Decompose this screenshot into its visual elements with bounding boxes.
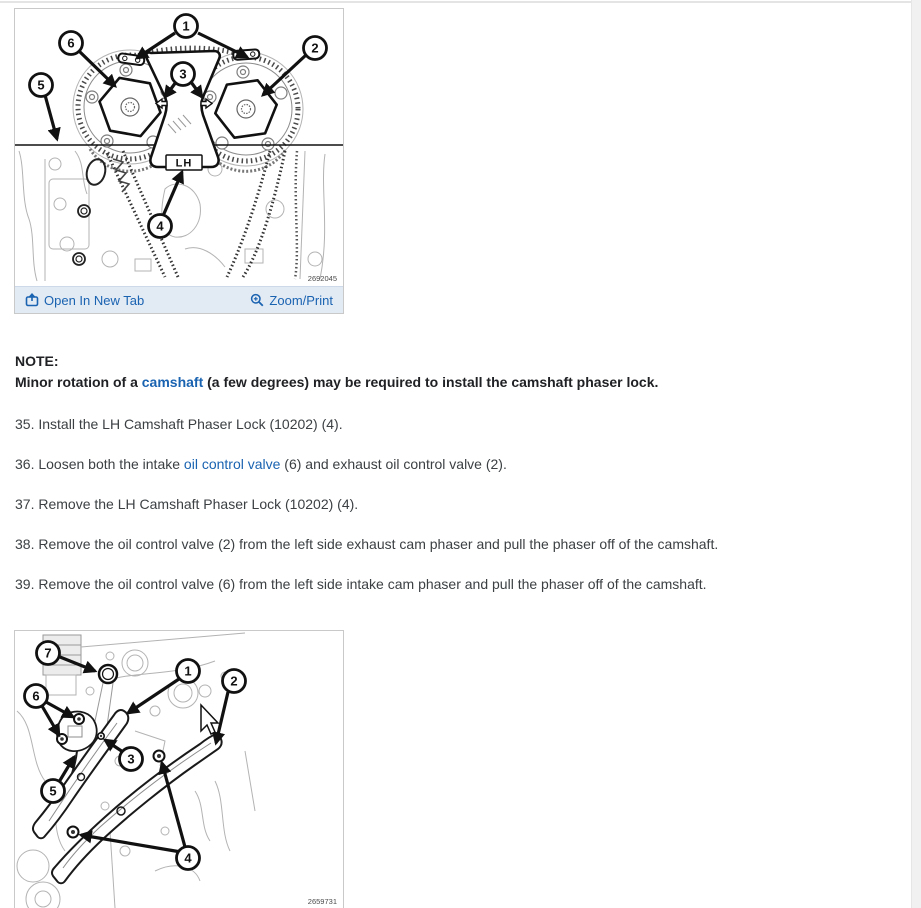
oil-control-valve-link[interactable]: oil control valve <box>183 456 281 472</box>
chain-guide-diagram <box>15 631 343 908</box>
svg-text:1: 1 <box>184 663 192 679</box>
open-in-new-tab-label: Open In New Tab <box>44 292 145 308</box>
callout-4 <box>177 847 200 870</box>
figure2-card <box>14 630 344 908</box>
open-in-new-tab-link[interactable] <box>25 293 144 308</box>
callout-5 <box>42 780 65 803</box>
step-39 <box>15 575 895 594</box>
callout-6 <box>25 685 48 708</box>
figure2-diagram <box>15 631 343 908</box>
step-35-text: 35. Install the LH Camshaft Phaser Lock (10202) (4). <box>15 416 343 432</box>
zoom-print-link[interactable] <box>250 293 333 308</box>
callout-3 <box>172 63 195 86</box>
callout-2 <box>304 37 327 60</box>
lh-label: LH <box>175 157 193 170</box>
zoom-print-label: Zoom/Print <box>269 292 333 308</box>
svg-text:5: 5 <box>37 77 45 93</box>
svg-text:3: 3 <box>127 751 135 767</box>
timing-chain-diagram <box>15 9 343 286</box>
figure2-number: 2659731 <box>307 897 337 906</box>
callout-2 <box>223 670 246 693</box>
step-39-text: 39. Remove the oil control valve (6) from the left side intake cam phaser and pull the phaser off of the camshaft. <box>15 576 707 592</box>
figure1-number: 2692045 <box>307 274 337 283</box>
svg-text:4: 4 <box>184 850 192 866</box>
figure1-card <box>14 8 344 314</box>
open-in-new-tab-icon <box>25 293 39 307</box>
svg-text:2: 2 <box>311 40 319 56</box>
step-38-text: 38. Remove the oil control valve (2) from the left side exhaust cam phaser and pull the phaser off of the camshaft. <box>15 536 719 552</box>
svg-text:7: 7 <box>44 645 52 661</box>
mouse-cursor <box>201 705 218 734</box>
top-border <box>0 1 921 3</box>
step-38 <box>15 535 895 554</box>
callout-1 <box>177 660 200 683</box>
svg-text:3: 3 <box>179 66 187 82</box>
callout-4 <box>149 215 172 238</box>
step-37 <box>15 495 895 514</box>
figure1-diagram <box>15 9 343 286</box>
svg-text:6: 6 <box>32 688 40 704</box>
step-36-prefix: 36. Loosen both the intake <box>15 456 184 472</box>
note-text-suffix: (a few degrees) may be required to install the camshaft phaser lock. <box>203 374 659 390</box>
step-37-text: 37. Remove the LH Camshaft Phaser Lock (10202) (4). <box>15 496 359 512</box>
callout-1 <box>175 15 198 38</box>
camshaft-link[interactable]: camshaft <box>141 374 204 390</box>
svg-text:2: 2 <box>230 673 238 689</box>
scrollbar[interactable] <box>911 0 921 908</box>
callout-6 <box>60 32 83 55</box>
callout-5 <box>30 74 53 97</box>
step-36-suffix: (6) and exhaust oil control valve (2). <box>280 456 507 472</box>
svg-text:6: 6 <box>67 35 75 51</box>
note-body <box>15 373 895 392</box>
zoom-icon <box>250 293 264 307</box>
svg-text:4: 4 <box>156 218 164 234</box>
step-36 <box>15 455 895 474</box>
callout-3 <box>120 748 143 771</box>
callout-7 <box>37 642 60 665</box>
svg-text:1: 1 <box>182 18 190 34</box>
note-text-prefix: Minor rotation of a <box>15 374 142 390</box>
step-35 <box>15 415 895 434</box>
figure1-toolbar <box>15 286 343 313</box>
svg-text:5: 5 <box>49 783 57 799</box>
note-heading: NOTE: <box>15 353 59 369</box>
